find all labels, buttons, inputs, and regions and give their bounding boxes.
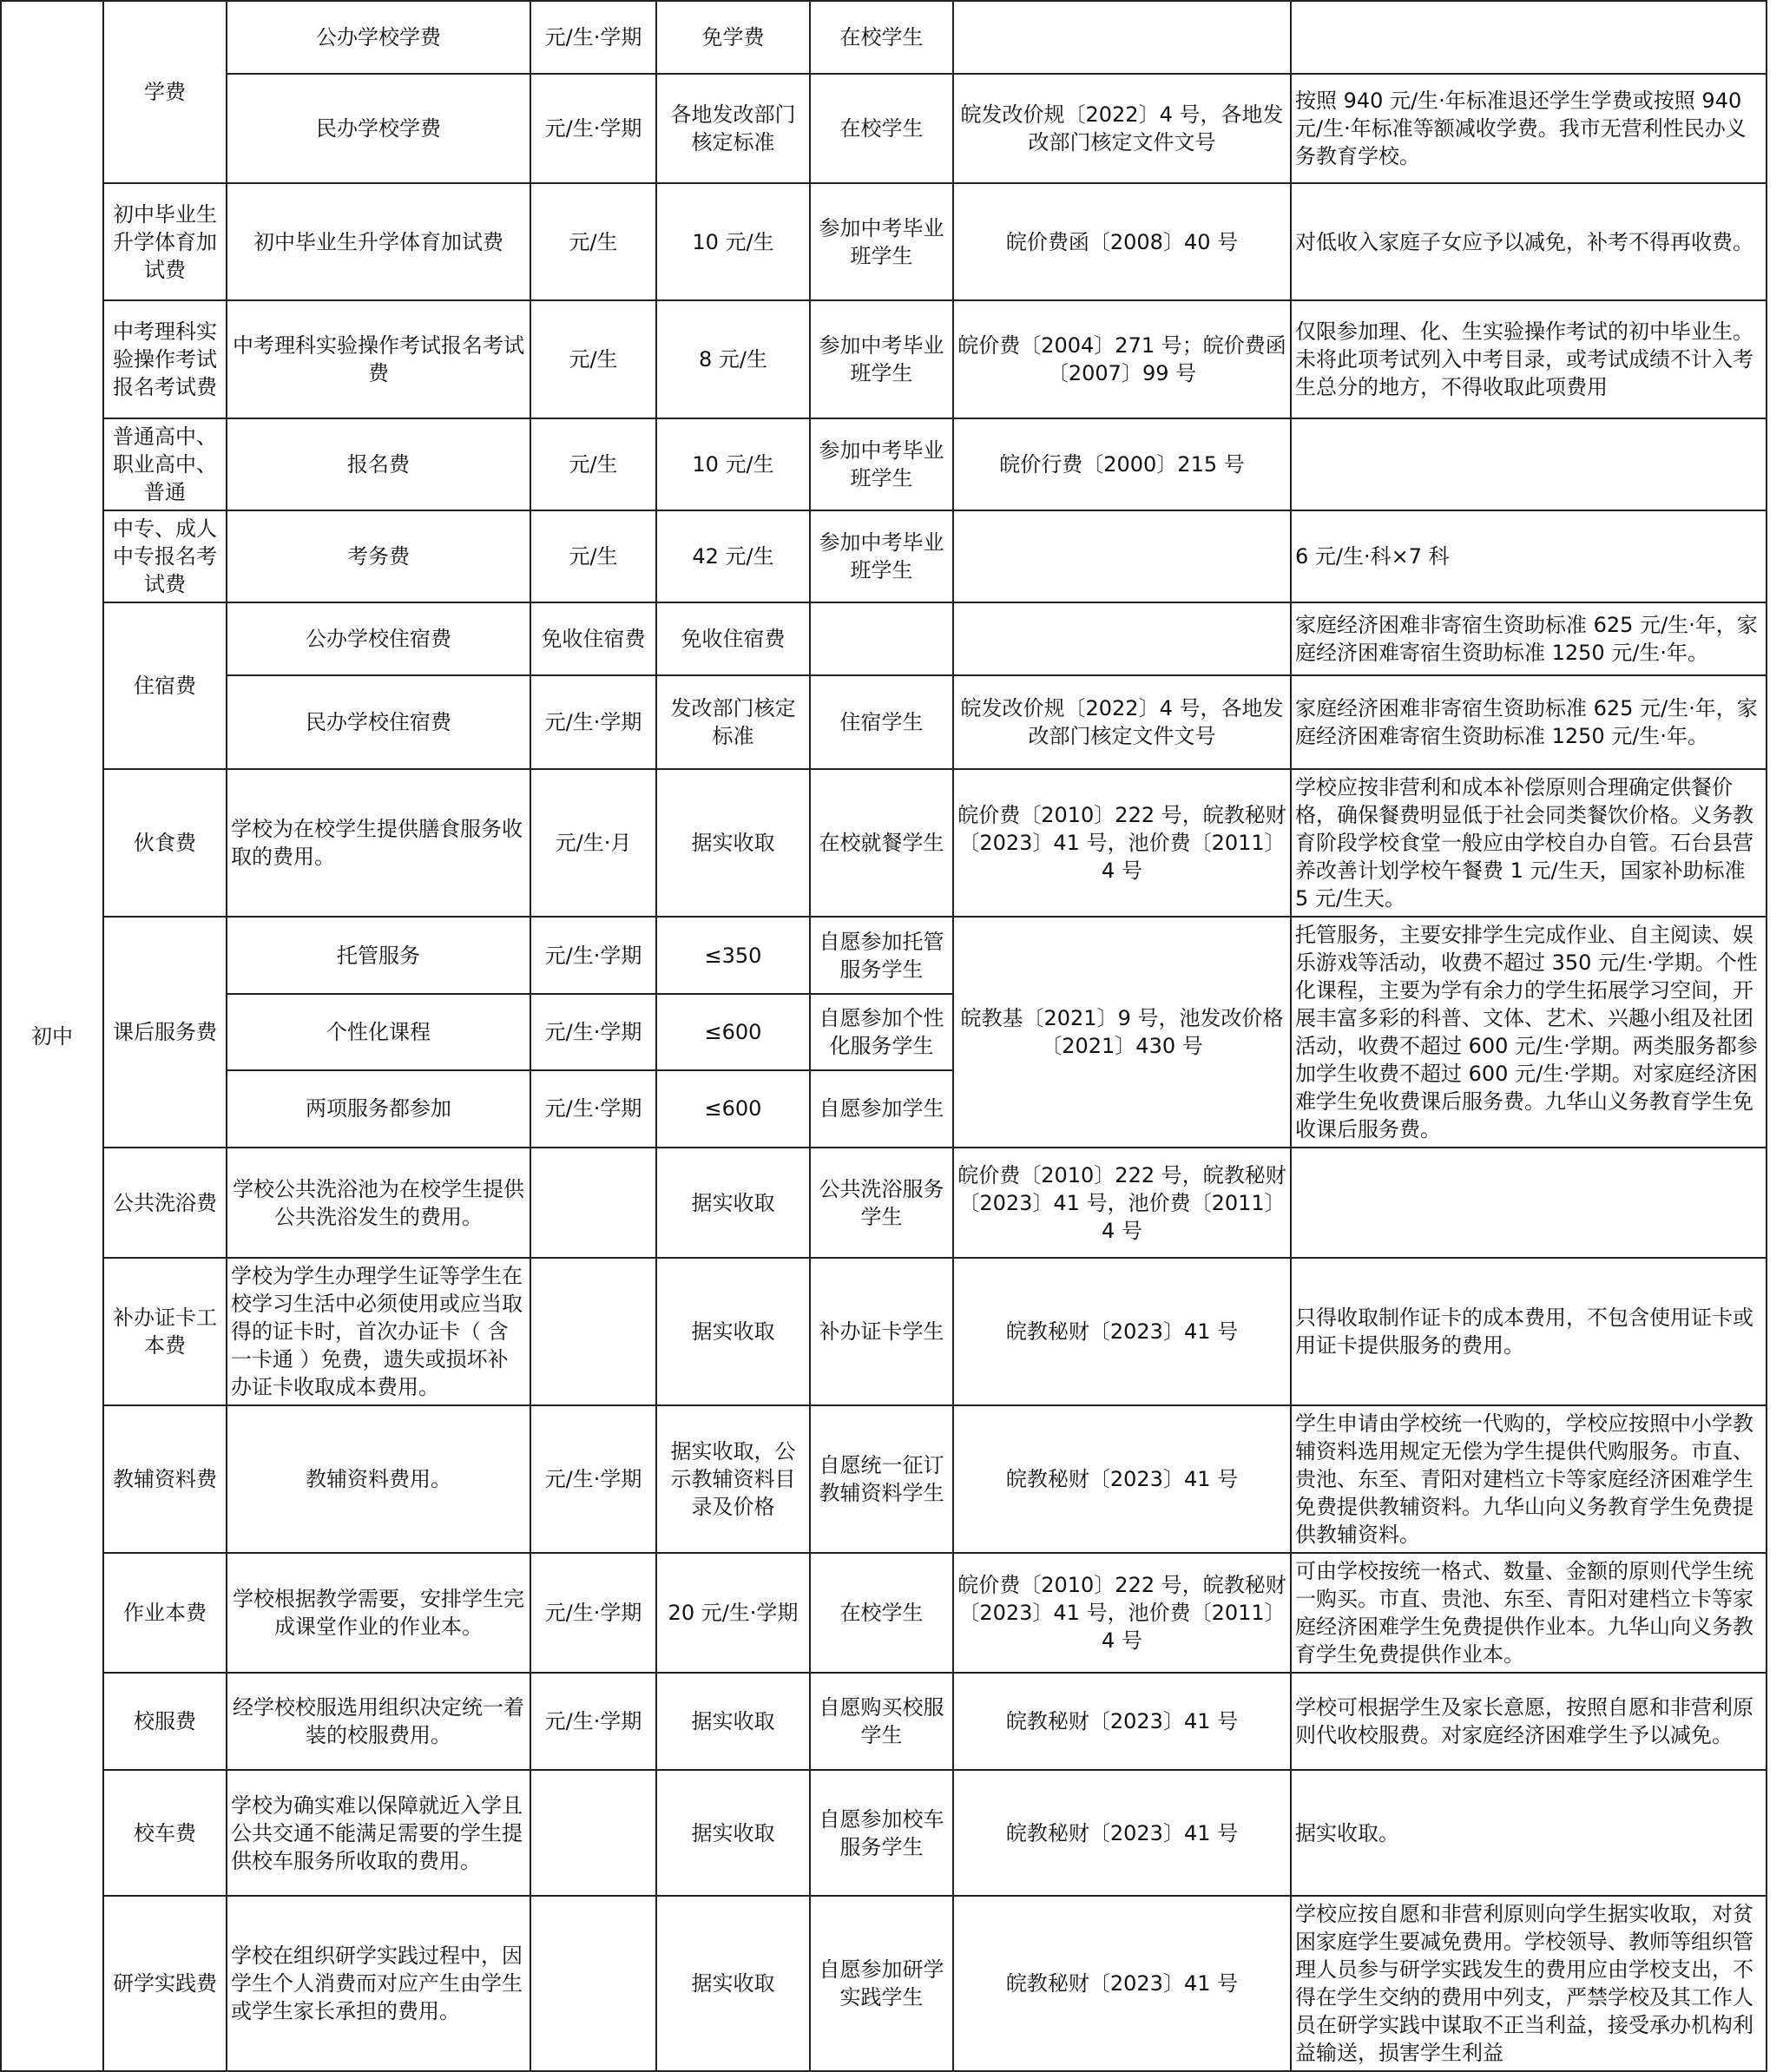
basis-cell [953,1,1291,74]
unit-cell: 元/生·学期 [530,994,656,1069]
unit-cell: 免收住宿费 [530,602,656,675]
target-cell: 在校学生 [810,74,953,183]
basis-cell: 皖发改价规〔2022〕4 号，各地发改部门核定文件文号 [953,675,1291,769]
note-cell: 家庭经济困难非寄宿生资助标准 625 元/生·年，家庭经济困难寄宿生资助标准 1250 元/生·年。 [1291,675,1767,769]
target-cell: 参加中考毕业班学生 [810,300,953,418]
category-cell: 中专、成人中专报名考试费 [103,510,227,602]
standard-cell: ≤600 [656,1070,810,1148]
item-cell: 教辅资料费用。 [227,1405,530,1553]
table-row [1,418,1767,510]
unit-cell [530,1770,656,1896]
standard-cell: ≤350 [656,917,810,994]
item-cell: 初中毕业生升学体育加试费 [227,183,530,300]
unit-cell: 元/生 [530,300,656,418]
unit-cell: 元/生·学期 [530,1405,656,1553]
note-cell [1291,1,1767,74]
standard-cell: 据实收取，公示教辅资料目录及价格 [656,1405,810,1553]
note-cell: 家庭经济困难非寄宿生资助标准 625 元/生·年，家庭经济困难寄宿生资助标准 1250 元/生·年。 [1291,602,1767,675]
basis-cell: 皖发改价规〔2022〕4 号，各地发改部门核定文件文号 [953,74,1291,183]
basis-cell: 皖价费〔2010〕222 号，皖教秘财〔2023〕41 号，池价费〔2011〕4 号 [953,1148,1291,1258]
note-cell: 只得收取制作证卡的成本费用，不包含使用证卡或用证卡提供服务的费用。 [1291,1258,1767,1405]
target-cell: 公共洗浴服务学生 [810,1148,953,1258]
basis-cell: 皖教基〔2021〕9 号，池发改价格〔2021〕430 号 [953,917,1291,1148]
unit-cell: 元/生·学期 [530,1673,656,1770]
table-row [1,510,1767,602]
item-cell: 民办学校住宿费 [227,675,530,769]
table-row [1,1673,1767,1770]
unit-cell [530,1896,656,2071]
table-row [1,917,1767,994]
category-cell: 公共洗浴费 [103,1148,227,1258]
standard-cell: 免学费 [656,1,810,74]
unit-cell [530,1258,656,1405]
item-cell: 个性化课程 [227,994,530,1069]
item-cell: 经学校校服选用组织决定统一着装的校服费用。 [227,1673,530,1770]
unit-cell: 元/生 [530,183,656,300]
target-cell: 自愿参加个性化服务学生 [810,994,953,1069]
note-cell: 学校应按非营利和成本补偿原则合理确定供餐价格，确保餐费明显低于社会同类餐饮价格。义务教育阶段学校食堂一般应由学校自办自管。石台县营养改善计划学校午餐费 1 元/生天，国家补助标准 5 元/生天。 [1291,769,1767,917]
table-row [1,602,1767,675]
item-cell: 学校为学生办理学生证等学生在校学习生活中必须使用或应当取得的证卡时，首次办证卡（ 含一卡通 ）免费，遗失或损坏补办证卡收取成本费用。 [227,1258,530,1405]
item-cell: 学校为确实难以保障就近入学且公共交通不能满足需要的学生提供校车服务所收取的费用。 [227,1770,530,1896]
standard-cell: 据实收取 [656,1673,810,1770]
table-row [1,1896,1767,2071]
category-cell: 住宿费 [103,602,227,769]
basis-cell: 皖价费函〔2008〕40 号 [953,183,1291,300]
category-cell: 中考理科实验操作考试报名考试费 [103,300,227,418]
target-cell: 自愿参加研学实践学生 [810,1896,953,2071]
standard-cell: 据实收取 [656,1258,810,1405]
target-cell: 住宿学生 [810,675,953,769]
category-cell: 校车费 [103,1770,227,1896]
standard-cell: 据实收取 [656,1148,810,1258]
table-row [1,183,1767,300]
target-cell: 在校学生 [810,1553,953,1673]
standard-cell: 20 元/生·学期 [656,1553,810,1673]
note-cell: 对低收入家庭子女应予以减免，补考不得再收费。 [1291,183,1767,300]
target-cell: 自愿参加学生 [810,1070,953,1148]
target-cell: 自愿参加托管服务学生 [810,917,953,994]
table-row [1,1405,1767,1553]
item-cell: 学校根据教学需要，安排学生完成课堂作业的作业本。 [227,1553,530,1673]
category-cell: 普通高中、职业高中、普通 [103,418,227,510]
item-cell: 学校公共洗浴池为在校学生提供公共洗浴发生的费用。 [227,1148,530,1258]
item-cell: 公办学校学费 [227,1,530,74]
standard-cell: 10 元/生 [656,183,810,300]
note-cell: 6 元/生·科×7 科 [1291,510,1767,602]
standard-cell: 10 元/生 [656,418,810,510]
item-cell: 中考理科实验操作考试报名考试费 [227,300,530,418]
unit-cell: 元/生·学期 [530,917,656,994]
category-cell: 校服费 [103,1673,227,1770]
note-cell: 据实收取。 [1291,1770,1767,1896]
note-cell: 学校可根据学生及家长意愿，按照自愿和非营利原则代收校服费。对家庭经济困难学生予以减免。 [1291,1673,1767,1770]
basis-cell: 皖教秘财〔2023〕41 号 [953,1896,1291,2071]
level-cell: 初中 [1,1,103,2071]
basis-cell: 皖价费〔2010〕222 号，皖教秘财〔2023〕41 号，池价费〔2011〕4 号 [953,1553,1291,1673]
basis-cell [953,510,1291,602]
basis-cell: 皖教秘财〔2023〕41 号 [953,1673,1291,1770]
category-cell: 补办证卡工本费 [103,1258,227,1405]
category-cell: 课后服务费 [103,917,227,1148]
target-cell: 自愿统一征订教辅资料学生 [810,1405,953,1553]
item-cell: 公办学校住宿费 [227,602,530,675]
standard-cell: ≤600 [656,994,810,1069]
category-cell: 教辅资料费 [103,1405,227,1553]
standard-cell: 免收住宿费 [656,602,810,675]
unit-cell: 元/生·学期 [530,675,656,769]
table-row [1,74,1767,183]
note-cell [1291,418,1767,510]
target-cell [810,602,953,675]
target-cell: 在校学生 [810,1,953,74]
table-row [1,769,1767,917]
category-cell: 伙食费 [103,769,227,917]
standard-cell: 8 元/生 [656,300,810,418]
unit-cell: 元/生·月 [530,769,656,917]
target-cell: 在校就餐学生 [810,769,953,917]
basis-cell [953,602,1291,675]
standard-cell: 据实收取 [656,769,810,917]
item-cell: 学校为在校学生提供膳食服务收取的费用。 [227,769,530,917]
category-cell: 研学实践费 [103,1896,227,2071]
category-cell: 初中毕业生升学体育加试费 [103,183,227,300]
item-cell: 托管服务 [227,917,530,994]
item-cell: 学校在组织研学实践过程中，因学生个人消费而对应产生由学生或学生家长承担的费用。 [227,1896,530,2071]
target-cell: 自愿参加校车服务学生 [810,1770,953,1896]
table-row [1,300,1767,418]
basis-cell: 皖教秘财〔2023〕41 号 [953,1258,1291,1405]
standard-cell: 据实收取 [656,1770,810,1896]
item-cell: 民办学校学费 [227,74,530,183]
category-cell: 作业本费 [103,1553,227,1673]
item-cell: 两项服务都参加 [227,1070,530,1148]
table-row [1,1258,1767,1405]
note-cell: 托管服务，主要安排学生完成作业、自主阅读、娱乐游戏等活动，收费不超过 350 元/生·学期。个性化课程，主要为学有余力的学生拓展学习空间，开展丰富多彩的科普、文体、艺术、兴趣小组及社团活动，收费不超过 600 元/生·学期。两类服务都参加学生收费不超过 600 元/生·学期。对家庭经济困难学生免收费课后服务费。九华山义务教育学生免收课后服务费。 [1291,917,1767,1148]
target-cell: 参加中考毕业班学生 [810,183,953,300]
standard-cell: 据实收取 [656,1896,810,2071]
table-row [1,1148,1767,1258]
unit-cell: 元/生·学期 [530,74,656,183]
note-cell: 仅限参加理、化、生实验操作考试的初中毕业生。未将此项考试列入中考目录，或考试成绩不计入考生总分的地方，不得收取此项费用 [1291,300,1767,418]
note-cell: 学校应按自愿和非营利原则向学生据实收取，对贫困家庭学生要减免费用。学校领导、教师等组织管理人员参与研学实践发生的费用应由学校支出，不得在学生交纳的费用中列支，严禁学校及其工作人员在研学实践中谋取不正当利益，接受承办机构利益输送，损害学生利益 [1291,1896,1767,2071]
table-row [1,1,1767,74]
basis-cell: 皖价费〔2010〕222 号，皖教秘财〔2023〕41 号，池价费〔2011〕4 号 [953,769,1291,917]
unit-cell: 元/生 [530,418,656,510]
category-cell: 学费 [103,1,227,183]
target-cell: 自愿购买校服学生 [810,1673,953,1770]
target-cell: 参加中考毕业班学生 [810,510,953,602]
table-row [1,1770,1767,1896]
table-row [1,675,1767,769]
standard-cell: 发改部门核定标准 [656,675,810,769]
basis-cell: 皖价费〔2004〕271 号；皖价费函〔2007〕99 号 [953,300,1291,418]
standard-cell: 各地发改部门核定标准 [656,74,810,183]
item-cell: 考务费 [227,510,530,602]
target-cell: 参加中考毕业班学生 [810,418,953,510]
unit-cell: 元/生 [530,510,656,602]
basis-cell: 皖教秘财〔2023〕41 号 [953,1770,1291,1896]
unit-cell [530,1148,656,1258]
target-cell: 补办证卡学生 [810,1258,953,1405]
note-cell: 可由学校按统一格式、数量、金额的原则代学生统一购买。市直、贵池、东至、青阳对建档立卡等家庭经济困难学生免费提供作业本。九华山向义务教育学生免费提供作业本。 [1291,1553,1767,1673]
item-cell: 报名费 [227,418,530,510]
basis-cell: 皖价行费〔2000〕215 号 [953,418,1291,510]
basis-cell: 皖教秘财〔2023〕41 号 [953,1405,1291,1553]
unit-cell: 元/生·学期 [530,1070,656,1148]
table-row [1,1553,1767,1673]
unit-cell: 元/生·学期 [530,1553,656,1673]
note-cell: 按照 940 元/生·年标准退还学生学费或按照 940 元/生·年标准等额减收学费。我市无营利性民办义务教育学校。 [1291,74,1767,183]
unit-cell: 元/生·学期 [530,1,656,74]
note-cell: 学生申请由学校统一代购的，学校应按照中小学教辅资料选用规定无偿为学生提供代购服务。市直、贵池、东至、青阳对建档立卡等家庭经济困难学生免费提供教辅资料。九华山向义务教育学生免费提供教辅资料。 [1291,1405,1767,1553]
standard-cell: 42 元/生 [656,510,810,602]
note-cell [1291,1148,1767,1258]
